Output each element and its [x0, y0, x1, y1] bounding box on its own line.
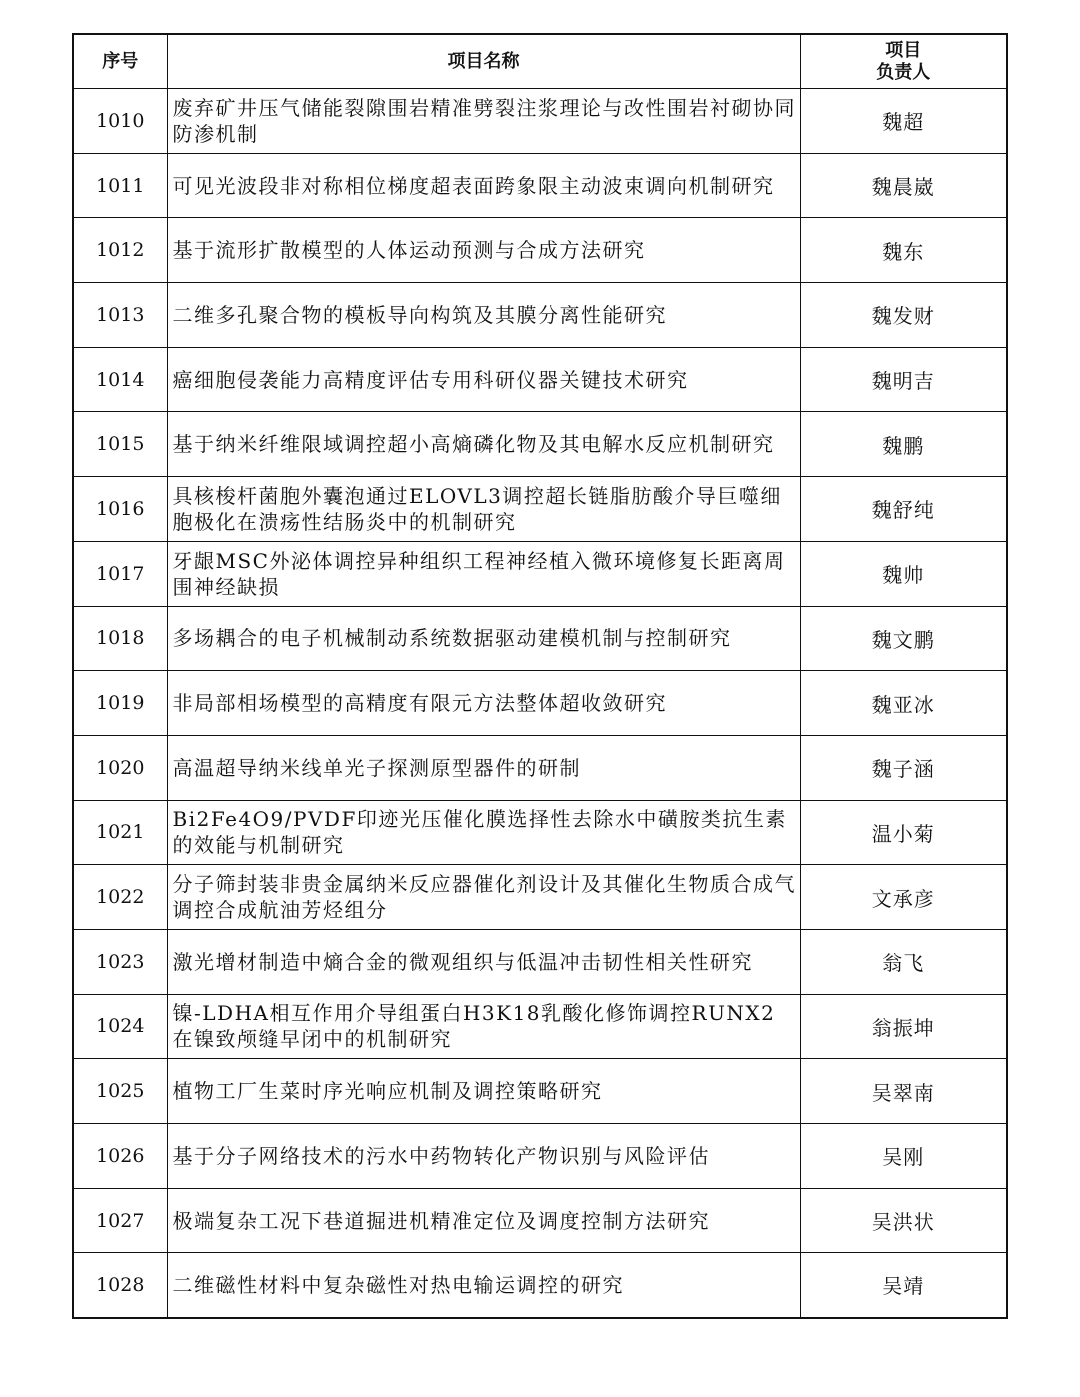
row-seq-cell: 1021 — [73, 800, 167, 865]
row-project-name-cell: 基于分子网络技术的污水中药物转化产物识别与风险评估 — [167, 1124, 800, 1189]
row-seq-cell: 1023 — [73, 929, 167, 994]
row-project-name-cell: Bi2Fe4O9/PVDF印迹光压催化膜选择性去除水中磺胺类抗生素的效能与机制研究 — [167, 800, 800, 865]
header-owner-line2: 负责人 — [876, 61, 931, 83]
row-seq-cell: 1018 — [73, 606, 167, 671]
row-project-owner-cell: 吴洪状 — [800, 1188, 1007, 1253]
table-row — [73, 283, 1007, 348]
row-project-owner-cell: 翁飞 — [800, 929, 1007, 994]
project-table — [72, 33, 1008, 1319]
row-project-name-cell: 镍-LDHA相互作用介导组蛋白H3K18乳酸化修饰调控RUNX2在镍致颅缝早闭中的机制研究 — [167, 994, 800, 1059]
header-row — [73, 34, 1007, 89]
row-project-owner-cell: 吴靖 — [800, 1253, 1007, 1318]
row-seq-cell: 1012 — [73, 218, 167, 283]
header-seq: 序号 — [73, 34, 167, 89]
table-row — [73, 89, 1007, 154]
table-row — [73, 218, 1007, 283]
table-row — [73, 541, 1007, 606]
row-project-name-cell: 癌细胞侵袭能力高精度评估专用科研仪器关键技术研究 — [167, 347, 800, 412]
table-row — [73, 477, 1007, 542]
row-seq-cell: 1013 — [73, 283, 167, 348]
row-seq-cell: 1026 — [73, 1124, 167, 1189]
header-project-owner — [800, 34, 1007, 89]
row-seq-cell: 1020 — [73, 735, 167, 800]
row-project-name-cell: 具核梭杆菌胞外囊泡通过ELOVL3调控超长链脂肪酸介导巨噬细胞极化在溃疡性结肠炎中的机制研究 — [167, 477, 800, 542]
header-owner-line1: 项目 — [885, 39, 922, 61]
row-project-owner-cell: 魏鹏 — [800, 412, 1007, 477]
table-row — [73, 1253, 1007, 1318]
row-project-owner-cell: 魏明吉 — [800, 347, 1007, 412]
table-header — [73, 34, 1007, 89]
row-project-owner-cell: 魏超 — [800, 89, 1007, 154]
row-seq-cell: 1024 — [73, 994, 167, 1059]
row-project-name-cell: 高温超导纳米线单光子探测原型器件的研制 — [167, 735, 800, 800]
row-seq-cell: 1027 — [73, 1188, 167, 1253]
row-seq-cell: 1010 — [73, 89, 167, 154]
row-project-owner-cell: 吴翠南 — [800, 1059, 1007, 1124]
row-seq-cell: 1016 — [73, 477, 167, 542]
row-project-name-cell: 极端复杂工况下巷道掘进机精准定位及调度控制方法研究 — [167, 1188, 800, 1253]
row-project-name-cell: 分子筛封装非贵金属纳米反应器催化剂设计及其催化生物质合成气调控合成航油芳烃组分 — [167, 865, 800, 930]
table-row — [73, 412, 1007, 477]
row-seq-cell: 1028 — [73, 1253, 167, 1318]
row-project-name-cell: 植物工厂生菜时序光响应机制及调控策略研究 — [167, 1059, 800, 1124]
table-row — [73, 735, 1007, 800]
table-row — [73, 929, 1007, 994]
row-project-name-cell: 二维多孔聚合物的模板导向构筑及其膜分离性能研究 — [167, 283, 800, 348]
row-project-owner-cell: 温小菊 — [800, 800, 1007, 865]
table-body — [73, 89, 1007, 1318]
row-project-name-cell: 二维磁性材料中复杂磁性对热电输运调控的研究 — [167, 1253, 800, 1318]
row-project-name-cell: 可见光波段非对称相位梯度超表面跨象限主动波束调向机制研究 — [167, 153, 800, 218]
row-project-name-cell: 非局部相场模型的高精度有限元方法整体超收敛研究 — [167, 671, 800, 736]
row-project-name-cell: 废弃矿井压气储能裂隙围岩精准劈裂注浆理论与改性围岩衬砌协同防渗机制 — [167, 89, 800, 154]
row-project-name-cell: 基于纳米纤维限域调控超小高熵磷化物及其电解水反应机制研究 — [167, 412, 800, 477]
table-row — [73, 1188, 1007, 1253]
row-seq-cell: 1011 — [73, 153, 167, 218]
row-project-owner-cell: 魏文鹏 — [800, 606, 1007, 671]
row-project-name-cell: 多场耦合的电子机械制动系统数据驱动建模机制与控制研究 — [167, 606, 800, 671]
row-project-owner-cell: 文承彦 — [800, 865, 1007, 930]
table-row — [73, 671, 1007, 736]
table-row — [73, 1059, 1007, 1124]
row-project-owner-cell: 吴刚 — [800, 1124, 1007, 1189]
row-seq-cell: 1019 — [73, 671, 167, 736]
row-project-owner-cell: 魏亚冰 — [800, 671, 1007, 736]
row-seq-cell: 1014 — [73, 347, 167, 412]
table-row — [73, 800, 1007, 865]
table-row — [73, 994, 1007, 1059]
table-row — [73, 1124, 1007, 1189]
row-project-owner-cell: 魏舒纯 — [800, 477, 1007, 542]
table-row — [73, 865, 1007, 930]
row-project-name-cell: 基于流形扩散模型的人体运动预测与合成方法研究 — [167, 218, 800, 283]
row-seq-cell: 1025 — [73, 1059, 167, 1124]
row-project-owner-cell: 魏发财 — [800, 283, 1007, 348]
table-row — [73, 153, 1007, 218]
table-row — [73, 347, 1007, 412]
row-seq-cell: 1017 — [73, 541, 167, 606]
table-row — [73, 606, 1007, 671]
row-project-owner-cell: 魏帅 — [800, 541, 1007, 606]
row-project-owner-cell: 翁振坤 — [800, 994, 1007, 1059]
row-seq-cell: 1022 — [73, 865, 167, 930]
row-project-owner-cell: 魏晨崴 — [800, 153, 1007, 218]
header-project-name: 项目名称 — [167, 34, 800, 89]
row-project-name-cell: 激光增材制造中熵合金的微观组织与低温冲击韧性相关性研究 — [167, 929, 800, 994]
row-project-name-cell: 牙龈MSC外泌体调控异种组织工程神经植入微环境修复长距离周围神经缺损 — [167, 541, 800, 606]
row-seq-cell: 1015 — [73, 412, 167, 477]
row-project-owner-cell: 魏东 — [800, 218, 1007, 283]
row-project-owner-cell: 魏子涵 — [800, 735, 1007, 800]
